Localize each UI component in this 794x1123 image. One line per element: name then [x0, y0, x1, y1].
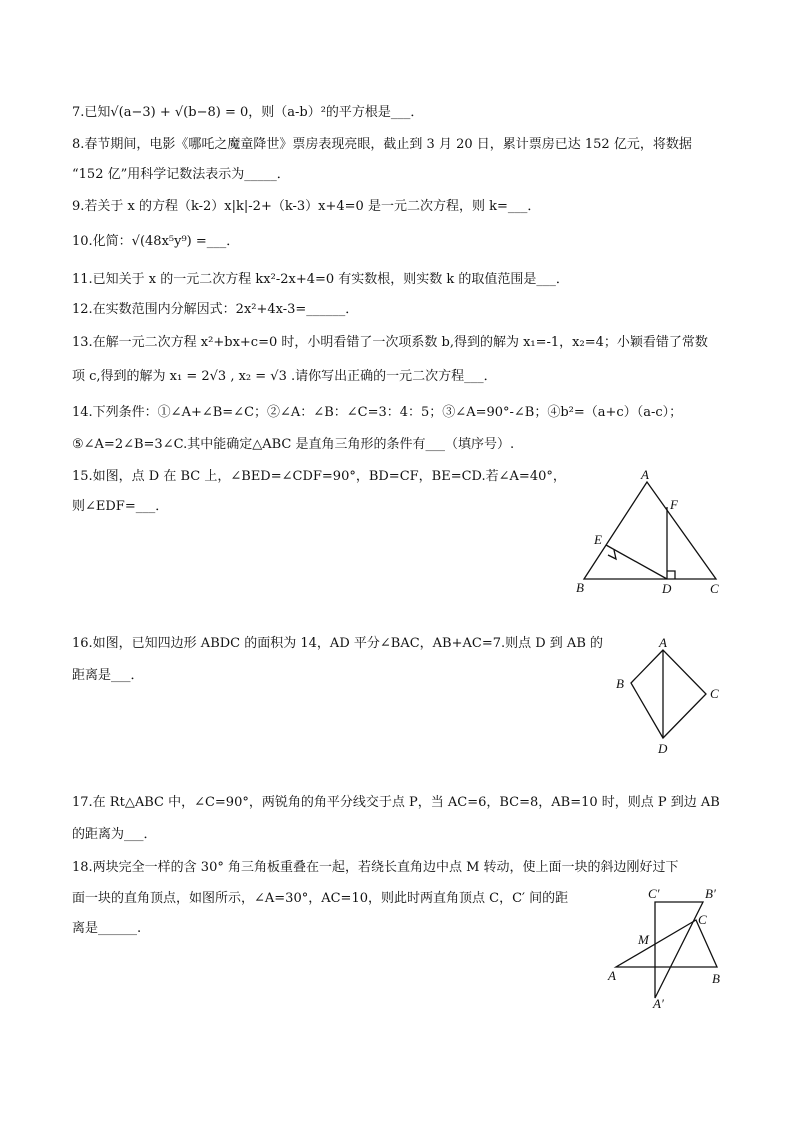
question-14-line-1: 14.下列条件：①∠A+∠B=∠C；②∠A：∠B：∠C=3：4：5；③∠A=90°-∠B；④b²=（a+c）（a-c）；	[72, 405, 683, 420]
label-a-prime: A′	[653, 996, 664, 1011]
figure-18	[600, 880, 740, 1015]
segment-ed	[606, 545, 667, 579]
question-13-line-1: 13.在解一元二次方程 x²+bx+c=0 时，小明看错了一次项系数 b,得到的解为 x₁=-1，x₂=4；小颖看错了常数	[72, 335, 708, 350]
question-10: 10.化简：√(48x⁵y⁹) =___．	[72, 234, 240, 249]
label-b: B	[616, 676, 624, 691]
question-15-line-2: 则∠EDF=___．	[72, 499, 169, 514]
question-18-line-2: 面一块的直角顶点，如图所示，∠A=30°，AC=10，则此时两直角顶点 C，C′ 间的距	[72, 891, 569, 906]
quadrilateral-abdc	[631, 650, 706, 738]
label-c-prime: C′	[648, 886, 660, 901]
label-c: C	[698, 912, 707, 927]
triangle-abc	[584, 482, 716, 579]
triangle-lower	[616, 920, 717, 967]
label-a: A	[608, 968, 616, 983]
question-14-line-2: ⑤∠A=2∠B=3∠C.其中能确定△ABC 是直角三角形的条件有___（填序号）.	[72, 437, 515, 452]
label-d: D	[658, 741, 668, 756]
question-8-line-1: 8.春节期间，电影《哪吒之魔童降世》票房表现亮眼，截止到 3 月 20 日，累计票房已达 152 亿元，将数据	[72, 137, 692, 152]
figure-16	[610, 636, 730, 760]
label-b-prime: B′	[705, 886, 716, 901]
question-16-line-1: 16.如图，已知四边形 ABDC 的面积为 14，AD 平分∠BAC，AB+AC=7.则点 D 到 AB 的	[72, 636, 604, 651]
right-angle-mark-d	[667, 571, 675, 579]
question-18-line-1: 18.两块完全一样的含 30° 角三角板重叠在一起，若绕长直角边中点 M 转动，使上面一块的斜边刚好过下	[72, 860, 679, 875]
figure-15	[560, 462, 740, 602]
label-a: A	[641, 467, 649, 482]
question-18-line-3: 离是______.	[72, 921, 142, 936]
label-b: B	[712, 971, 720, 986]
label-m: M	[638, 932, 649, 947]
question-16-line-2: 距离是___．	[72, 668, 144, 683]
label-b: B	[576, 580, 584, 595]
question-12: 12.在实数范围内分解因式：2x²+4x-3=______．	[72, 302, 359, 317]
question-17-line-2: 的距离为___．	[72, 827, 157, 842]
label-f: F	[670, 497, 678, 512]
question-13-line-2: 项 c,得到的解为 x₁ = 2√3 , x₂ = √3 .请你写出正确的一元二次方程___．	[72, 369, 497, 384]
question-11: 11.已知关于 x 的一元二次方程 kx²-2x+4=0 有实数根，则实数 k 的取值范围是___．	[72, 272, 569, 287]
question-15-line-1: 15.如图，点 D 在 BC 上，∠BED=∠CDF=90°，BD=CF，BE=CD.若∠A=40°，	[72, 469, 566, 484]
label-c: C	[710, 686, 719, 701]
question-7: 7.已知√(a−3) + √(b−8) = 0，则（a-b）²的平方根是___．	[72, 105, 424, 120]
label-c: C	[710, 581, 719, 596]
triangle-upper	[655, 902, 703, 998]
question-17-line-1: 17.在 Rt△ABC 中，∠C=90°，两锐角的角平分线交于点 P，当 AC=6，BC=8，AB=10 时，则点 P 到边 AB	[72, 795, 720, 810]
right-angle-mark-e	[608, 550, 616, 559]
question-8-line-2: “152 亿”用科学记数法表示为_____．	[72, 167, 290, 182]
label-e: E	[594, 532, 602, 547]
label-a: A	[659, 636, 667, 650]
label-d: D	[662, 581, 672, 596]
question-9: 9.若关于 x 的方程（k-2）x|k|-2+（k-3）x+4=0 是一元二次方程，则 k=___．	[72, 199, 541, 214]
